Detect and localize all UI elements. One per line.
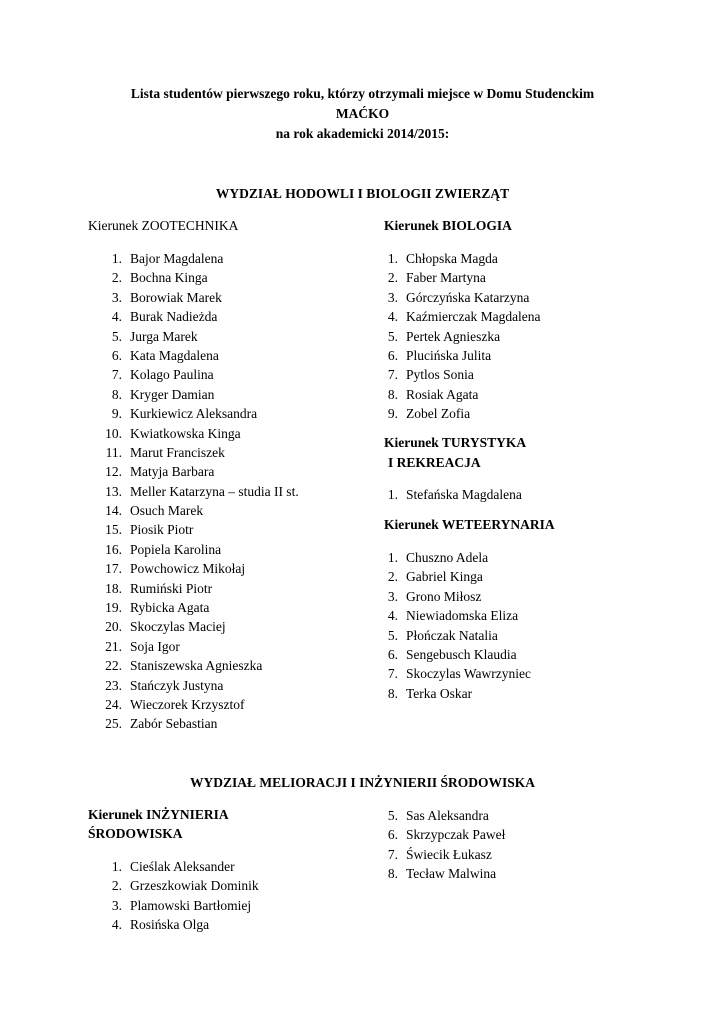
student-list-biologia [376,249,541,424]
direction-name: ZOOTECHNIKA [141,218,239,233]
list-item-number: 9. [387,406,398,422]
list-item-number: 16. [105,541,122,557]
student-name: Faber Martyna [406,270,486,286]
list-item-number: 22. [105,658,122,674]
list-item [376,664,531,683]
student-name: Sas Aleksandra [406,808,489,823]
direction-title-biologia: Kierunek BIOLOGIA [384,218,512,233]
student-name: Zobel Zofia [406,406,471,422]
list-item [100,307,299,326]
list-item-number: 1. [387,487,398,502]
direction-title-turystyka: Kierunek TURYSTYKA [384,435,527,450]
student-name: Kata Magdalena [130,347,219,363]
list-item [100,501,299,520]
student-name: Meller Katarzyna – studia II st. [130,483,299,499]
student-name: Świecik Łukasz [406,846,492,862]
list-item [100,365,299,384]
list-item-number: 7. [387,846,398,862]
direction-title-inzynieria: Kierunek INŻYNIERIA [88,807,229,822]
student-name: Grono Miłosz [406,588,482,604]
student-name: Borowiak Marek [130,289,222,305]
list-item-number: 6. [387,827,398,843]
student-name: Matyja Barbara [130,464,215,480]
student-name: Stefańska Magdalena [406,487,522,502]
list-item [376,845,505,864]
student-name: Kwiatkowska Kinga [130,425,241,441]
student-name: Osuch Marek [130,503,204,519]
direction-title-zootechnika [88,218,238,234]
list-item-number: 12. [105,464,122,480]
student-name: Plucińska Julita [406,347,492,363]
list-item [376,645,531,664]
list-item [100,559,299,578]
list-item [100,482,299,501]
list-item [100,676,299,695]
list-item-number: 1. [111,859,122,874]
list-item-number: 23. [105,677,122,693]
student-name: Skoczylas Maciej [130,619,226,635]
student-name: Gabriel Kinga [406,569,483,585]
student-name: Jurga Marek [130,328,198,344]
list-item-number: 8. [111,386,122,402]
list-item-number: 8. [387,386,398,402]
list-item-number: 13. [105,483,122,499]
list-item [100,385,299,404]
list-item [100,714,299,733]
list-item [100,288,299,307]
list-item-number: 7. [387,666,398,682]
list-item-number: 11. [105,444,122,460]
list-item-number: 18. [105,580,122,596]
list-item [376,864,505,883]
student-name: Górczyńska Katarzyna [406,289,530,305]
list-item [100,268,299,287]
student-name: Skrzypczak Paweł [406,827,506,843]
list-item [100,327,299,346]
student-name: Sengebusch Klaudia [406,646,517,662]
student-name: Powchowicz Mikołaj [130,561,246,577]
academic-year: na rok akademicki 2014/2015: [275,126,450,141]
list-item [100,404,299,423]
list-item [100,424,299,443]
list-item [376,587,531,606]
student-list-inzynieria-left [100,857,259,935]
list-item [100,540,299,559]
list-item-number: 8. [387,866,398,882]
list-item [376,825,505,844]
list-item [376,327,541,346]
list-item [100,857,259,876]
list-item [376,307,541,326]
list-item-number: 24. [105,696,122,712]
list-item-number: 6. [111,347,122,363]
student-name: Piosik Piotr [130,522,194,538]
direction-title-turystyka-line2: I REKREACJA [388,455,481,470]
student-name: Pytlos Sonia [406,367,474,383]
list-item-number: 7. [111,367,122,383]
list-item [376,606,531,625]
student-name: Skoczylas Wawrzyniec [406,666,531,682]
student-name: Popiela Karolina [130,541,222,557]
document-title: Lista studentów pierwszego roku, którzy otrzymali miejsce w Domu Studenckim [130,86,595,101]
list-item-number: 7. [387,367,398,383]
student-name: Wieczorek Krzysztof [130,696,245,712]
student-name: Bochna Kinga [130,270,208,286]
list-item-number: 25. [105,716,122,732]
list-item [376,567,531,586]
list-item-number: 4. [387,608,398,624]
list-item [100,695,299,714]
dormitory-name: MAĆKO [335,106,390,121]
student-name: Pertek Agnieszka [406,328,501,344]
student-name: Staniszewska Agnieszka [130,658,263,674]
direction-title-weterynaria: Kierunek WETEERYNARIA [384,517,555,532]
list-item [100,579,299,598]
list-item-number: 3. [387,289,398,305]
student-name: Rosińska Olga [130,917,210,933]
list-item-number: 17. [105,561,122,577]
direction-title-inzynieria-line2: ŚRODOWISKA [88,826,183,841]
list-item-number: 5. [387,627,398,643]
student-name: Rybicka Agata [130,600,210,616]
student-list-turystyka [376,485,522,504]
direction-prefix: Kierunek [88,218,142,233]
student-name: Terka Oskar [406,685,473,701]
faculty-title-animal-breeding: WYDZIAŁ HODOWLI I BIOLOGII ZWIERZĄT [215,186,510,201]
list-item [376,806,505,825]
list-item-number: 4. [111,917,122,933]
list-item-number: 1. [387,251,398,266]
student-name: Kolago Paulina [130,367,214,383]
list-item-number: 4. [111,309,122,325]
student-name: Plamowski Bartłomiej [130,897,252,913]
student-name: Płończak Natalia [406,627,498,643]
list-item [100,656,299,675]
list-item-number: 3. [111,897,122,913]
student-name: Marut Franciszek [130,444,225,460]
student-name: Cieślak Aleksander [130,859,235,874]
list-item [376,548,531,567]
list-item [100,896,259,915]
list-item-number: 1. [387,550,398,565]
list-item-number: 4. [387,309,398,325]
student-name: Rumiński Piotr [130,580,213,596]
list-item [376,385,541,404]
list-item [376,365,541,384]
student-name: Kryger Damian [130,386,215,402]
list-item-number: 15. [105,522,122,538]
list-item [100,520,299,539]
faculty-title-melioration: WYDZIAŁ MELIORACJI I INŻYNIERII ŚRODOWISKA [189,775,536,790]
list-item-number: 5. [111,328,122,344]
student-name: Chuszno Adela [406,550,489,565]
list-item-number: 1. [111,251,122,266]
student-name: Grzeszkowiak Dominik [130,878,259,894]
list-item [100,915,259,934]
list-item-number: 8. [387,685,398,701]
list-item [376,249,541,268]
student-name: Soja Igor [130,638,180,654]
list-item-number: 3. [387,588,398,604]
list-item [376,626,531,645]
list-item [100,637,299,656]
list-item [376,485,522,504]
list-item [100,876,259,895]
student-name: Burak Nadieżda [130,309,218,325]
student-list-weterynaria [376,548,531,703]
list-item-number: 10. [105,425,122,441]
list-item [376,268,541,287]
list-item [376,404,541,423]
list-item-number: 21. [105,638,122,654]
list-item-number: 2. [387,569,398,585]
student-name: Niewiadomska Eliza [406,608,519,624]
list-item-number: 2. [387,270,398,286]
student-name: Chłopska Magda [406,251,498,266]
student-name: Kaźmierczak Magdalena [406,309,541,325]
list-item [100,598,299,617]
list-item-number: 6. [387,347,398,363]
list-item [100,346,299,365]
list-item-number: 2. [111,270,122,286]
student-list-zootechnika [100,249,299,734]
student-name: Stańczyk Justyna [130,677,224,693]
student-name: Tecław Malwina [406,866,497,882]
student-name: Zabór Sebastian [130,716,218,732]
list-item-number: 14. [105,503,122,519]
student-name: Rosiak Agata [406,386,479,402]
list-item-number: 5. [387,328,398,344]
list-item [100,617,299,636]
list-item [100,462,299,481]
list-item-number: 9. [111,406,122,422]
list-item-number: 19. [105,600,122,616]
list-item [376,346,541,365]
list-item-number: 6. [387,646,398,662]
list-item-number: 2. [111,878,122,894]
list-item-number: 5. [387,808,398,823]
list-item [376,288,541,307]
list-item [100,443,299,462]
student-list-inzynieria-right [376,806,505,884]
list-item-number: 20. [105,619,122,635]
list-item [100,249,299,268]
student-name: Kurkiewicz Aleksandra [130,406,258,422]
list-item-number: 3. [111,289,122,305]
list-item [376,684,531,703]
student-name: Bajor Magdalena [130,251,224,266]
